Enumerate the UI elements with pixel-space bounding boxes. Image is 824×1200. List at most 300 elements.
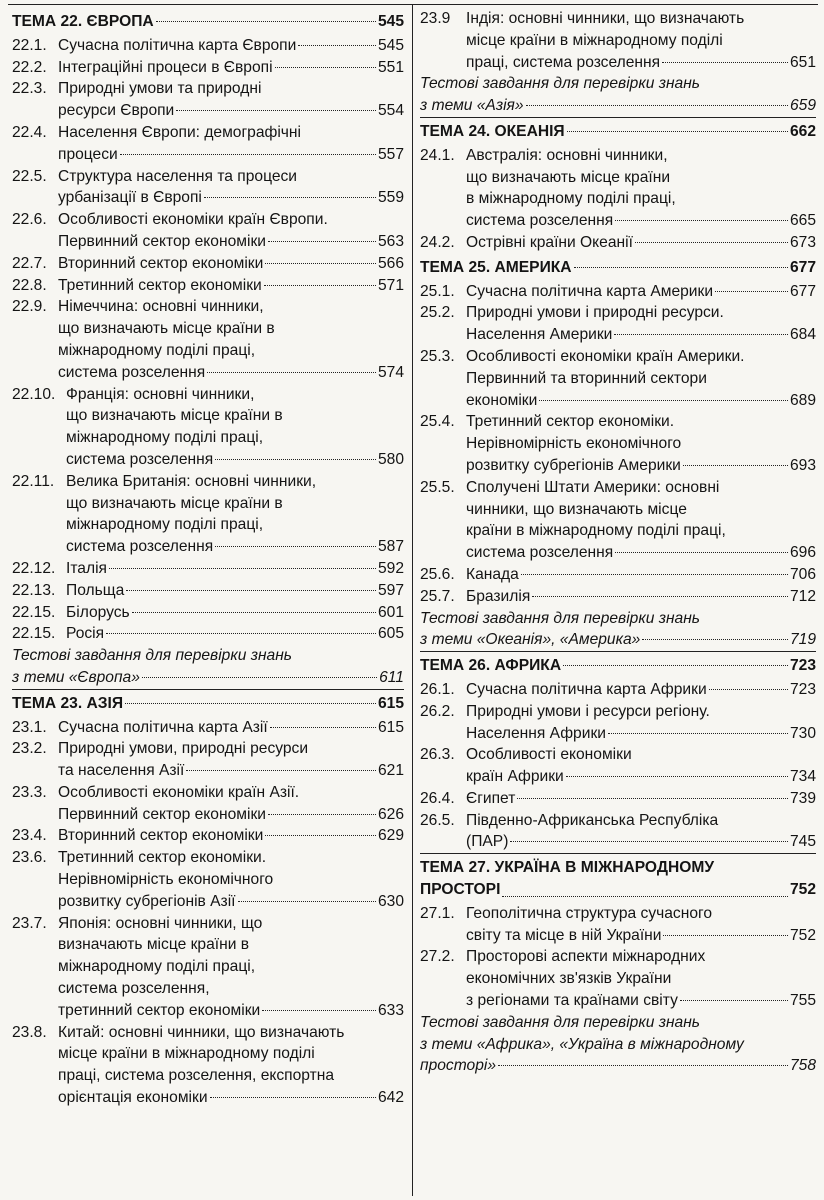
top-rule — [8, 4, 818, 5]
entry-line: Особливості економіки країн Азії. — [58, 783, 300, 801]
page-number: 723 — [789, 680, 816, 698]
dot-leader — [210, 1097, 376, 1098]
entry-text — [466, 788, 816, 810]
section-heading[interactable] — [420, 254, 816, 281]
entry-title: Сучасна політична карта Африки — [466, 680, 707, 698]
entry-line — [58, 717, 404, 739]
page-number: 752 — [789, 926, 816, 944]
section-heading[interactable] — [12, 8, 404, 35]
entry-line: що визначають місце країни — [466, 168, 671, 186]
toc-entry[interactable] — [12, 847, 404, 912]
dot-leader — [526, 105, 788, 106]
entry-line — [466, 232, 816, 254]
entry-line: Індія: основні чинники, що визначають — [466, 10, 745, 27]
entry-line — [58, 1087, 404, 1109]
dot-leader — [517, 798, 788, 799]
page-number: 615 — [377, 718, 404, 736]
entry-text — [466, 701, 816, 745]
toc-entry[interactable] — [12, 825, 404, 847]
entry-text — [66, 623, 404, 645]
heading-title-line — [420, 879, 816, 901]
entry-number: 27.1. — [420, 904, 455, 922]
dot-leader — [270, 727, 376, 728]
entry-title: просторі» — [420, 1057, 497, 1075]
toc-entry[interactable] — [420, 302, 816, 346]
entry-line: Франція: основні чинники, — [66, 385, 255, 403]
entry-title: урбанізації в Європі — [58, 189, 202, 207]
entry-number: 22.1. — [12, 36, 47, 54]
entry-text — [58, 296, 404, 383]
page-number: 739 — [789, 789, 816, 807]
dot-leader — [264, 285, 376, 286]
entry-line — [466, 679, 816, 701]
toc-entry[interactable] — [12, 623, 404, 645]
entry-title: система розселення — [58, 363, 206, 381]
heading-title: ТЕМА 24. ОКЕАНІЯ — [420, 122, 565, 140]
entry-title: Первинний сектор економіки — [58, 805, 266, 823]
dot-leader — [521, 574, 788, 575]
entry-text — [58, 209, 404, 253]
toc-entry[interactable] — [12, 384, 404, 471]
page-number: 755 — [789, 992, 816, 1010]
entry-title: Канада — [466, 565, 519, 583]
page-number: 611 — [379, 668, 404, 686]
entry-title: з теми «Європа» — [12, 668, 140, 686]
dot-leader — [268, 241, 376, 242]
entry-line: Природні умови і ресурси регіону. — [466, 702, 710, 720]
toc-column-left — [12, 8, 404, 1109]
toc-entry[interactable] — [420, 903, 816, 947]
toc-entry[interactable] — [420, 564, 816, 586]
page-number: 734 — [789, 768, 816, 786]
entry-line — [466, 281, 816, 303]
dot-leader — [126, 590, 376, 591]
entry-line — [58, 253, 404, 275]
entry-line — [58, 144, 404, 166]
entry-line — [466, 564, 816, 586]
entry-line — [12, 667, 404, 689]
entry-line — [466, 390, 816, 412]
toc-entry[interactable] — [12, 471, 404, 558]
dot-leader — [539, 400, 788, 401]
entry-line: Південно-Африканська Республіка — [466, 811, 719, 829]
dot-leader — [566, 776, 788, 777]
entry-title: Вторинний сектор економіки — [58, 254, 264, 272]
toc-entry[interactable] — [420, 946, 816, 1011]
entry-line: Первинний та вторинний сектори — [466, 369, 707, 387]
toc-entry[interactable] — [12, 122, 404, 166]
dot-leader — [615, 552, 788, 553]
entry-line — [66, 558, 404, 580]
dot-leader — [615, 220, 788, 221]
entry-line: місце країни в міжнародному поділі — [466, 31, 723, 49]
entry-line — [58, 891, 404, 913]
entry-text — [466, 903, 816, 947]
toc-entry[interactable] — [420, 679, 816, 701]
page-number: 587 — [377, 538, 404, 556]
dot-leader — [186, 770, 376, 771]
entry-title: Білорусь — [66, 603, 130, 621]
entry-line: чинники, що визначають місце — [466, 500, 687, 518]
entry-line — [66, 580, 404, 602]
entry-title: орієнтація економіки — [58, 1089, 208, 1107]
page-number: 651 — [789, 53, 816, 71]
toc-entry[interactable] — [420, 346, 816, 411]
entry-title: Третинний сектор економіки — [58, 276, 262, 294]
entry-text — [66, 471, 404, 558]
dot-leader — [125, 703, 376, 704]
page-number: 597 — [377, 581, 404, 599]
entry-title: Населення Америки — [466, 326, 613, 344]
page-number: 557 — [377, 145, 404, 163]
entry-title: Сучасна політична карта Азії — [58, 718, 268, 736]
entry-number: 22.11. — [12, 472, 55, 490]
entry-line: Нерівномірність економічного — [466, 435, 682, 453]
dot-leader — [608, 733, 788, 734]
entry-number: 26.3. — [420, 746, 455, 764]
entry-line: що визначають місце країни в — [66, 494, 283, 512]
toc-entry[interactable] — [12, 275, 404, 297]
toc-entry[interactable] — [12, 602, 404, 624]
dot-leader — [268, 814, 376, 815]
toc-entry[interactable] — [12, 580, 404, 602]
entry-text — [58, 78, 404, 122]
entry-line — [58, 1000, 404, 1022]
dot-leader — [142, 677, 377, 678]
entry-title: Сучасна політична карта Європи — [58, 36, 297, 54]
entry-line: міжнародному поділі праці, — [58, 958, 256, 976]
entry-title: система розселення — [466, 212, 614, 230]
entry-line — [66, 536, 404, 558]
dot-leader — [120, 154, 376, 155]
toc-entry[interactable] — [12, 209, 404, 253]
entry-text — [66, 602, 404, 624]
entry-text — [466, 8, 816, 73]
page-number: 633 — [377, 1001, 404, 1019]
toc-entry[interactable] — [420, 477, 816, 564]
entry-text — [58, 782, 404, 826]
entry-title: Острівні країни Океанії — [466, 233, 633, 251]
toc-entry[interactable] — [420, 8, 816, 73]
entry-line — [66, 602, 404, 624]
section-heading[interactable] — [420, 651, 816, 679]
entry-line: Сполучені Штати Америки: основні — [466, 478, 720, 496]
page-number: 684 — [789, 326, 816, 344]
toc-entry[interactable] — [420, 744, 816, 788]
toc-entry[interactable] — [12, 35, 404, 57]
entry-line: Геополітична структура сучасного — [466, 904, 713, 922]
entry-text — [58, 847, 404, 912]
page-number: 559 — [377, 189, 404, 207]
entry-line: міжнародному поділі праці, — [58, 341, 256, 359]
toc-entry[interactable] — [420, 145, 816, 232]
entry-text — [466, 302, 816, 346]
entry-text — [466, 411, 816, 476]
entry-title: система розселення — [66, 450, 214, 468]
toc-entry[interactable] — [12, 738, 404, 782]
dot-leader — [715, 291, 788, 292]
dot-leader — [567, 131, 788, 132]
heading-title: ТЕМА 27. УКРАЇНА В МІЖНАРОДНОМУ — [420, 859, 715, 877]
toc-entry[interactable] — [12, 717, 404, 739]
toc-entry[interactable] — [12, 253, 404, 275]
entry-line — [466, 586, 816, 608]
entry-line: Китай: основні чинники, що визначають — [58, 1023, 345, 1041]
page-number: 752 — [789, 881, 816, 899]
page-number: 659 — [789, 97, 816, 115]
page-number: 615 — [377, 694, 404, 712]
dot-leader — [502, 875, 788, 897]
entry-title: Італія — [66, 559, 107, 577]
entry-line: Особливості економіки країн Америки. — [466, 347, 745, 365]
entry-number: 25.5. — [420, 478, 455, 496]
entry-number: 22.5. — [12, 167, 47, 185]
entry-number: 22.7. — [12, 254, 47, 272]
entry-line: міжнародному поділі праці, — [66, 516, 264, 534]
page-number: 730 — [789, 724, 816, 742]
entry-line — [466, 990, 816, 1012]
entry-title: Первинний сектор економіки — [58, 232, 266, 250]
page-number: 693 — [789, 456, 816, 474]
entry-line: Тестові завдання для перевірки знань — [420, 75, 700, 93]
toc-entry[interactable] — [12, 78, 404, 122]
entry-number: 24.2. — [420, 233, 455, 251]
entry-number: 23.1. — [12, 718, 47, 736]
dot-leader — [109, 568, 376, 569]
entry-line — [466, 210, 816, 232]
page-number: 545 — [377, 13, 404, 30]
entry-line: Тестові завдання для перевірки знань — [420, 1013, 700, 1031]
entry-line — [66, 623, 404, 645]
dot-leader — [204, 197, 376, 198]
dot-leader — [683, 465, 788, 466]
dot-leader — [156, 21, 376, 22]
entry-title: Інтеграційні процеси в Європі — [58, 58, 273, 76]
toc-entry[interactable] — [12, 57, 404, 79]
test-tasks-entry[interactable] — [420, 1012, 816, 1077]
dot-leader — [132, 612, 376, 613]
page-number: 689 — [789, 391, 816, 409]
page-number: 601 — [377, 603, 404, 621]
dot-leader — [663, 935, 787, 936]
entry-title: процеси — [58, 145, 118, 163]
entry-line: Особливості економіки країн Європи. — [58, 211, 328, 229]
test-tasks-entry[interactable] — [12, 645, 404, 689]
entry-title: Бразилія — [466, 587, 531, 605]
test-tasks-entry[interactable] — [420, 73, 816, 117]
toc-entry[interactable] — [12, 782, 404, 826]
page-number: 545 — [377, 36, 404, 54]
entry-title: розвитку субрегіонів Америки — [466, 456, 681, 474]
dot-leader — [498, 1065, 788, 1066]
entry-title: ресурси Європи — [58, 102, 175, 120]
entry-text — [58, 1022, 404, 1109]
section-heading[interactable] — [420, 853, 816, 903]
entry-line — [58, 804, 404, 826]
page-number: 642 — [377, 1089, 404, 1107]
toc-entry[interactable] — [420, 701, 816, 745]
toc-entry[interactable] — [420, 788, 816, 810]
entry-line — [58, 825, 404, 847]
entry-number: 26.2. — [420, 702, 455, 720]
entry-title: Єгипет — [466, 789, 516, 807]
toc-entry[interactable] — [420, 810, 816, 854]
entry-number: 23.6. — [12, 849, 47, 867]
entry-text — [466, 564, 816, 586]
entry-line: Тестові завдання для перевірки знань — [12, 647, 292, 665]
heading-title: ТЕМА 23. АЗІЯ — [12, 694, 124, 712]
page-number: 719 — [789, 631, 816, 649]
entry-text — [466, 744, 816, 788]
page-number: 723 — [789, 657, 816, 675]
entry-text — [58, 35, 404, 57]
page-number: 571 — [377, 276, 404, 294]
page-number: 677 — [789, 282, 816, 300]
dot-leader — [298, 45, 376, 46]
entry-line — [466, 455, 816, 477]
entry-line — [466, 788, 816, 810]
entry-text — [58, 913, 404, 1022]
entry-title: Сучасна політична карта Америки — [466, 282, 714, 300]
dot-leader — [532, 596, 788, 597]
heading-title: ТЕМА 25. АМЕРИКА — [420, 258, 572, 276]
test-tasks-entry[interactable] — [420, 608, 816, 652]
entry-line: Природні умови, природні ресурси — [58, 740, 309, 758]
page-number: 626 — [377, 805, 404, 823]
dot-leader — [207, 372, 376, 373]
entry-line — [466, 766, 816, 788]
entry-title: світу та місце в ній України — [466, 926, 662, 944]
dot-leader — [574, 267, 788, 268]
entry-text — [58, 57, 404, 79]
entry-line — [58, 187, 404, 209]
entry-line: Природні умови і природні ресурси. — [466, 304, 724, 322]
entry-number: 22.3. — [12, 80, 47, 98]
dot-leader — [510, 841, 788, 842]
entry-line — [420, 1055, 816, 1077]
entry-text — [58, 717, 404, 739]
entry-line: Нерівномірність економічного — [58, 871, 274, 889]
entry-title: третинний сектор економіки — [58, 1001, 261, 1019]
entry-line: Третинний сектор економіки. — [466, 413, 675, 431]
entry-text — [58, 275, 404, 297]
dot-leader — [680, 1000, 788, 1001]
entry-number: 22.15. — [12, 603, 56, 621]
section-heading[interactable] — [420, 117, 816, 145]
entry-line: Велика Британія: основні чинники, — [66, 472, 317, 490]
entry-number: 26.1. — [420, 680, 455, 698]
entry-text — [466, 946, 816, 1011]
dot-leader — [614, 334, 788, 335]
entry-number: 22.15. — [12, 625, 56, 643]
entry-line — [58, 760, 404, 782]
entry-title: система розселення — [466, 544, 614, 562]
entry-line: економічних зв'язків України — [466, 970, 672, 988]
page-number: 712 — [789, 587, 816, 605]
toc-entry[interactable] — [12, 1022, 404, 1109]
entry-number: 22.9. — [12, 298, 47, 316]
page-number: 758 — [789, 1057, 816, 1075]
entry-text — [66, 384, 404, 471]
entry-text — [66, 558, 404, 580]
entry-text — [466, 346, 816, 411]
entry-title: з теми «Азія» — [420, 97, 524, 115]
page-number: 696 — [789, 544, 816, 562]
toc-entry[interactable] — [420, 411, 816, 476]
entry-text — [66, 580, 404, 602]
dot-leader — [215, 459, 376, 460]
page-number: 563 — [377, 232, 404, 250]
entry-line: з теми «Африка», «Україна в міжнародному — [420, 1035, 744, 1053]
entry-number: 22.12. — [12, 559, 56, 577]
toc-entry[interactable] — [420, 281, 816, 303]
entry-line — [58, 35, 404, 57]
toc-entry[interactable] — [12, 913, 404, 1022]
entry-number: 23.3. — [12, 783, 47, 801]
toc-entry[interactable] — [12, 166, 404, 210]
entry-line — [466, 723, 816, 745]
entry-line: Просторові аспекти міжнародних — [466, 948, 706, 966]
entry-text — [58, 825, 404, 847]
entry-line — [58, 362, 404, 384]
entry-number: 23.2. — [12, 740, 47, 758]
entry-line: Населення Європи: демографічні — [58, 123, 302, 141]
entry-title: Вторинний сектор економіки — [58, 827, 264, 845]
entry-title: з регіонами та країнами світу — [466, 992, 678, 1010]
toc-column-right — [420, 8, 816, 1077]
section-heading[interactable] — [12, 689, 404, 717]
entry-line — [466, 324, 816, 346]
entry-title: Населення Африки — [466, 724, 606, 742]
entry-number: 23.9 — [420, 10, 451, 27]
dot-leader — [642, 639, 788, 640]
dot-leader — [275, 67, 376, 68]
dot-leader — [215, 546, 376, 547]
entry-line: Німеччина: основні чинники, — [58, 298, 264, 316]
entry-text — [466, 145, 816, 232]
toc-entry[interactable] — [12, 558, 404, 580]
entry-text — [466, 477, 816, 564]
entry-number: 22.10. — [12, 385, 56, 403]
page-number: 745 — [789, 833, 816, 851]
page-number: 673 — [789, 233, 816, 251]
toc-entry[interactable] — [12, 296, 404, 383]
entry-line — [466, 925, 816, 947]
dot-leader — [563, 665, 788, 666]
entry-number: 26.5. — [420, 811, 455, 829]
entry-line: визначають місце країни в — [58, 936, 250, 954]
entry-text — [466, 810, 816, 854]
dot-leader — [265, 835, 376, 836]
entry-title: Росія — [66, 625, 105, 643]
entry-number: 25.3. — [420, 347, 455, 365]
dot-leader — [635, 242, 788, 243]
entry-line — [420, 629, 816, 651]
entry-number: 27.2. — [420, 948, 455, 966]
page-number: 629 — [377, 827, 404, 845]
entry-line — [58, 57, 404, 79]
entry-line: Природні умови та природні — [58, 80, 262, 98]
toc-entry[interactable] — [420, 586, 816, 608]
page-number: 605 — [377, 625, 404, 643]
entry-line — [58, 275, 404, 297]
entry-title: з теми «Океанія», «Америка» — [420, 631, 641, 649]
entry-line — [66, 449, 404, 471]
entry-line: що визначають місце країни в — [58, 320, 275, 338]
entry-text — [58, 738, 404, 782]
page-number: 551 — [377, 58, 404, 76]
toc-entry[interactable] — [420, 232, 816, 254]
